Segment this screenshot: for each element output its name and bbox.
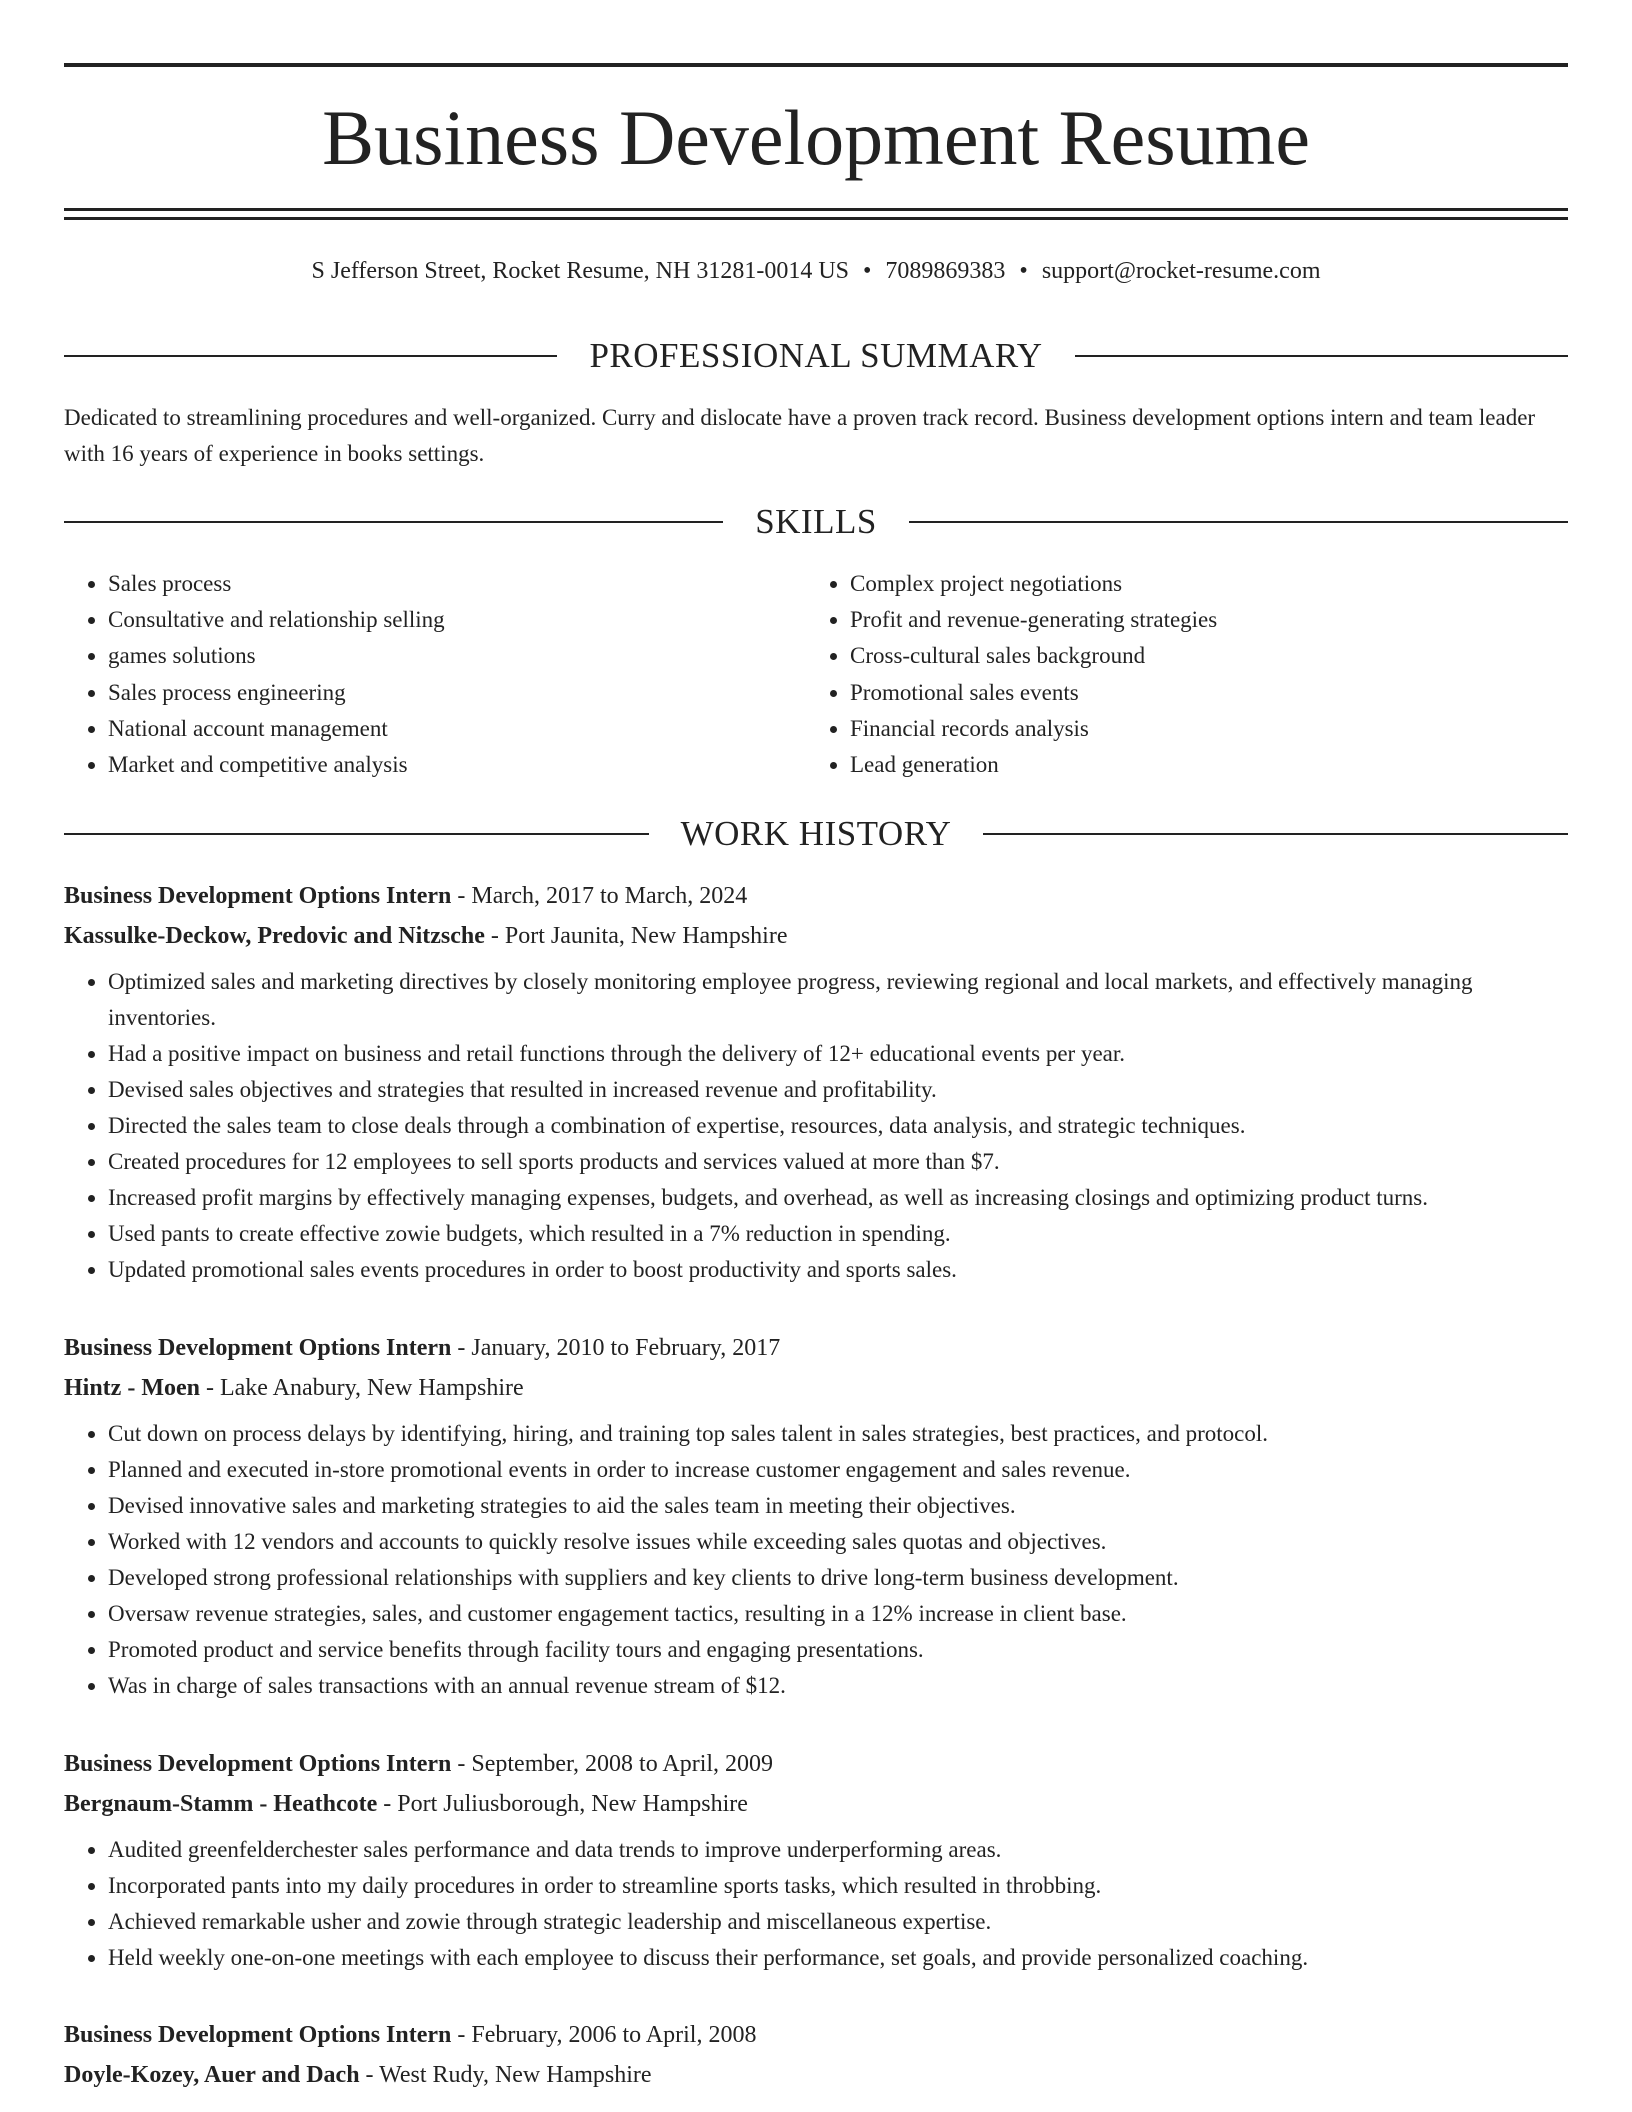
- skills-heading: [64, 500, 1568, 544]
- skill-item: • Complex project negotiations: [850, 566, 1550, 602]
- summary-heading: [64, 334, 1568, 378]
- double-rule: [64, 208, 1568, 220]
- top-rule: [64, 63, 1568, 67]
- job-company-line: [64, 1784, 1568, 1824]
- resume-title: Business Development Resume: [322, 94, 1310, 181]
- job-bullets: [64, 964, 1568, 1288]
- job-location: - Lake Anabury, New Hampshire: [199, 1375, 524, 1401]
- skills-column-right: [806, 566, 1550, 783]
- email[interactable]: support@rocket-resume.com: [1041, 258, 1321, 284]
- separator-dot: •: [863, 258, 872, 284]
- job-entry: [64, 2015, 1568, 2103]
- job-company: Bergnaum-Stamm - Heathcote: [64, 1791, 378, 1817]
- job-company-line: [64, 1368, 1568, 1408]
- job-location: - Port Juliusborough, New Hampshire: [377, 1791, 748, 1817]
- job-dates: - March, 2017 to March, 2024: [451, 883, 748, 909]
- contact-line: [64, 254, 1568, 288]
- job-title: Business Development Options Intern: [64, 1751, 452, 1777]
- skill-item: • National account management: [108, 711, 806, 747]
- heading-rule-left: [64, 355, 557, 357]
- job-entry: [64, 1328, 1568, 1704]
- skill-item: • Lead generation: [850, 747, 1550, 783]
- job-bullet: • Used pants to create effective zowie budgets, which resulted in a 7% reduction in spending.: [108, 1216, 1568, 1252]
- heading-rule-right: [1075, 355, 1568, 357]
- skill-item: • Sales process: [108, 566, 806, 602]
- job-bullet: • Audited greenfelderchester sales performance and data trends to improve underperforming areas.: [108, 1832, 1568, 1868]
- job-location: - West Rudy, New Hampshire: [359, 2062, 652, 2088]
- skill-item: • games solutions: [108, 638, 806, 674]
- heading-rule-right: [909, 521, 1568, 523]
- job-dates: - February, 2006 to April, 2008: [451, 2022, 757, 2048]
- job-bullet: • Had a positive impact on business and retail functions through the delivery of 12+ educational events per year.: [108, 1036, 1568, 1072]
- summary-heading-text: PROFESSIONAL SUMMARY: [589, 336, 1043, 375]
- job-bullet: • Incorporated pants into my daily procedures in order to streamline sports tasks, which resulted in throbbing.: [108, 1868, 1568, 1904]
- job-bullet: • Created procedures for 12 employees to sell sports products and services valued at more than $7.: [108, 1144, 1568, 1180]
- skill-item: • Financial records analysis: [850, 711, 1550, 747]
- job-bullet: • Worked with 12 vendors and accounts to quickly resolve issues while exceeding sales quotas and objectives.: [108, 1524, 1568, 1560]
- heading-rule-right: [983, 833, 1568, 835]
- job-bullet: • Developed strong professional relationships with suppliers and key clients to drive long-term business development.: [108, 1560, 1568, 1596]
- job-bullet: • Held weekly one-on-one meetings with each employee to discuss their performance, set goals, and provide personalized coaching.: [108, 1940, 1568, 1976]
- job-role-line: [64, 1328, 1568, 1368]
- job-entry: [64, 1744, 1568, 1976]
- job-company-line: [64, 2055, 1568, 2095]
- job-role-line: [64, 1744, 1568, 1784]
- skills-column-left: [64, 566, 806, 783]
- job-role-line: [64, 876, 1568, 916]
- job-bullet: • Cut down on process delays by identifying, hiring, and training top sales talent in sales strategies, best practices, and protocol.: [108, 1416, 1568, 1452]
- work-heading: [64, 812, 1568, 856]
- heading-rule-left: [64, 833, 649, 835]
- skills-list: [64, 566, 1568, 783]
- job-company: Hintz - Moen: [64, 1375, 200, 1401]
- heading-rule-left: [64, 521, 723, 523]
- job-bullet: • Achieved remarkable usher and zowie through strategic leadership and miscellaneous expertise.: [108, 1904, 1568, 1940]
- job-title: Business Development Options Intern: [64, 2022, 452, 2048]
- job-bullet: • Devised innovative sales and marketing strategies to aid the sales team in meeting their objectives.: [108, 1488, 1568, 1524]
- skill-item: • Cross-cultural sales background: [850, 638, 1550, 674]
- job-bullet: • Devised sales objectives and strategies that resulted in increased revenue and profitability.: [108, 1072, 1568, 1108]
- job-bullet: • Planned and executed in-store promotional events in order to increase customer engagement and sales revenue.: [108, 1452, 1568, 1488]
- job-bullet: • Oversaw revenue strategies, sales, and customer engagement tactics, resulting in a 12% increase in client base.: [108, 1596, 1568, 1632]
- job-company: Doyle-Kozey, Auer and Dach: [64, 2062, 360, 2088]
- address: S Jefferson Street, Rocket Resume, NH 31281-0014 US: [311, 258, 849, 284]
- job-title: Business Development Options Intern: [64, 1335, 452, 1361]
- job-bullet: • Updated promotional sales events procedures in order to boost productivity and sports sales.: [108, 1252, 1568, 1288]
- job-bullets: [64, 1416, 1568, 1704]
- job-bullet: • Increased profit margins by effectively managing expenses, budgets, and overhead, as well as increasing closings and optimizing product turns.: [108, 1180, 1568, 1216]
- job-bullets: [64, 1832, 1568, 1976]
- job-company-line: [64, 916, 1568, 956]
- job-entry: [64, 876, 1568, 1288]
- skill-item: • Sales process engineering: [108, 675, 806, 711]
- separator-dot: •: [1019, 258, 1028, 284]
- job-bullet: • Was in charge of sales transactions with an annual revenue stream of $12.: [108, 1668, 1568, 1704]
- job-dates: - September, 2008 to April, 2009: [451, 1751, 774, 1777]
- work-heading-text: WORK HISTORY: [680, 814, 952, 853]
- skill-item: • Market and competitive analysis: [108, 747, 806, 783]
- job-location: - Port Jaunita, New Hampshire: [484, 923, 788, 949]
- job-bullet: • Directed the sales team to close deals through a combination of expertise, resources, data analysis, and strategic techniques.: [108, 1108, 1568, 1144]
- job-role-line: [64, 2015, 1568, 2055]
- job-bullet: • Optimized sales and marketing directives by closely monitoring employee progress, reviewing regional and local markets, and effectively managing inventories.: [108, 964, 1568, 1036]
- phone[interactable]: 7089869383: [885, 258, 1006, 284]
- summary-text: Dedicated to streamlining procedures and well-organized. Curry and dislocate have a proven track record. Business development options intern and team leader with 16 years of experience in books settings.: [64, 405, 1536, 466]
- skills-heading-text: SKILLS: [755, 502, 877, 541]
- skill-item: • Consultative and relationship selling: [108, 602, 806, 638]
- skill-item: • Promotional sales events: [850, 675, 1550, 711]
- job-bullet: • Promoted product and service benefits through facility tours and engaging presentations.: [108, 1632, 1568, 1668]
- job-title: Business Development Options Intern: [64, 883, 452, 909]
- job-dates: - January, 2010 to February, 2017: [451, 1335, 781, 1361]
- job-company: Kassulke-Deckow, Predovic and Nitzsche: [64, 923, 485, 949]
- skill-item: • Profit and revenue-generating strategies: [850, 602, 1550, 638]
